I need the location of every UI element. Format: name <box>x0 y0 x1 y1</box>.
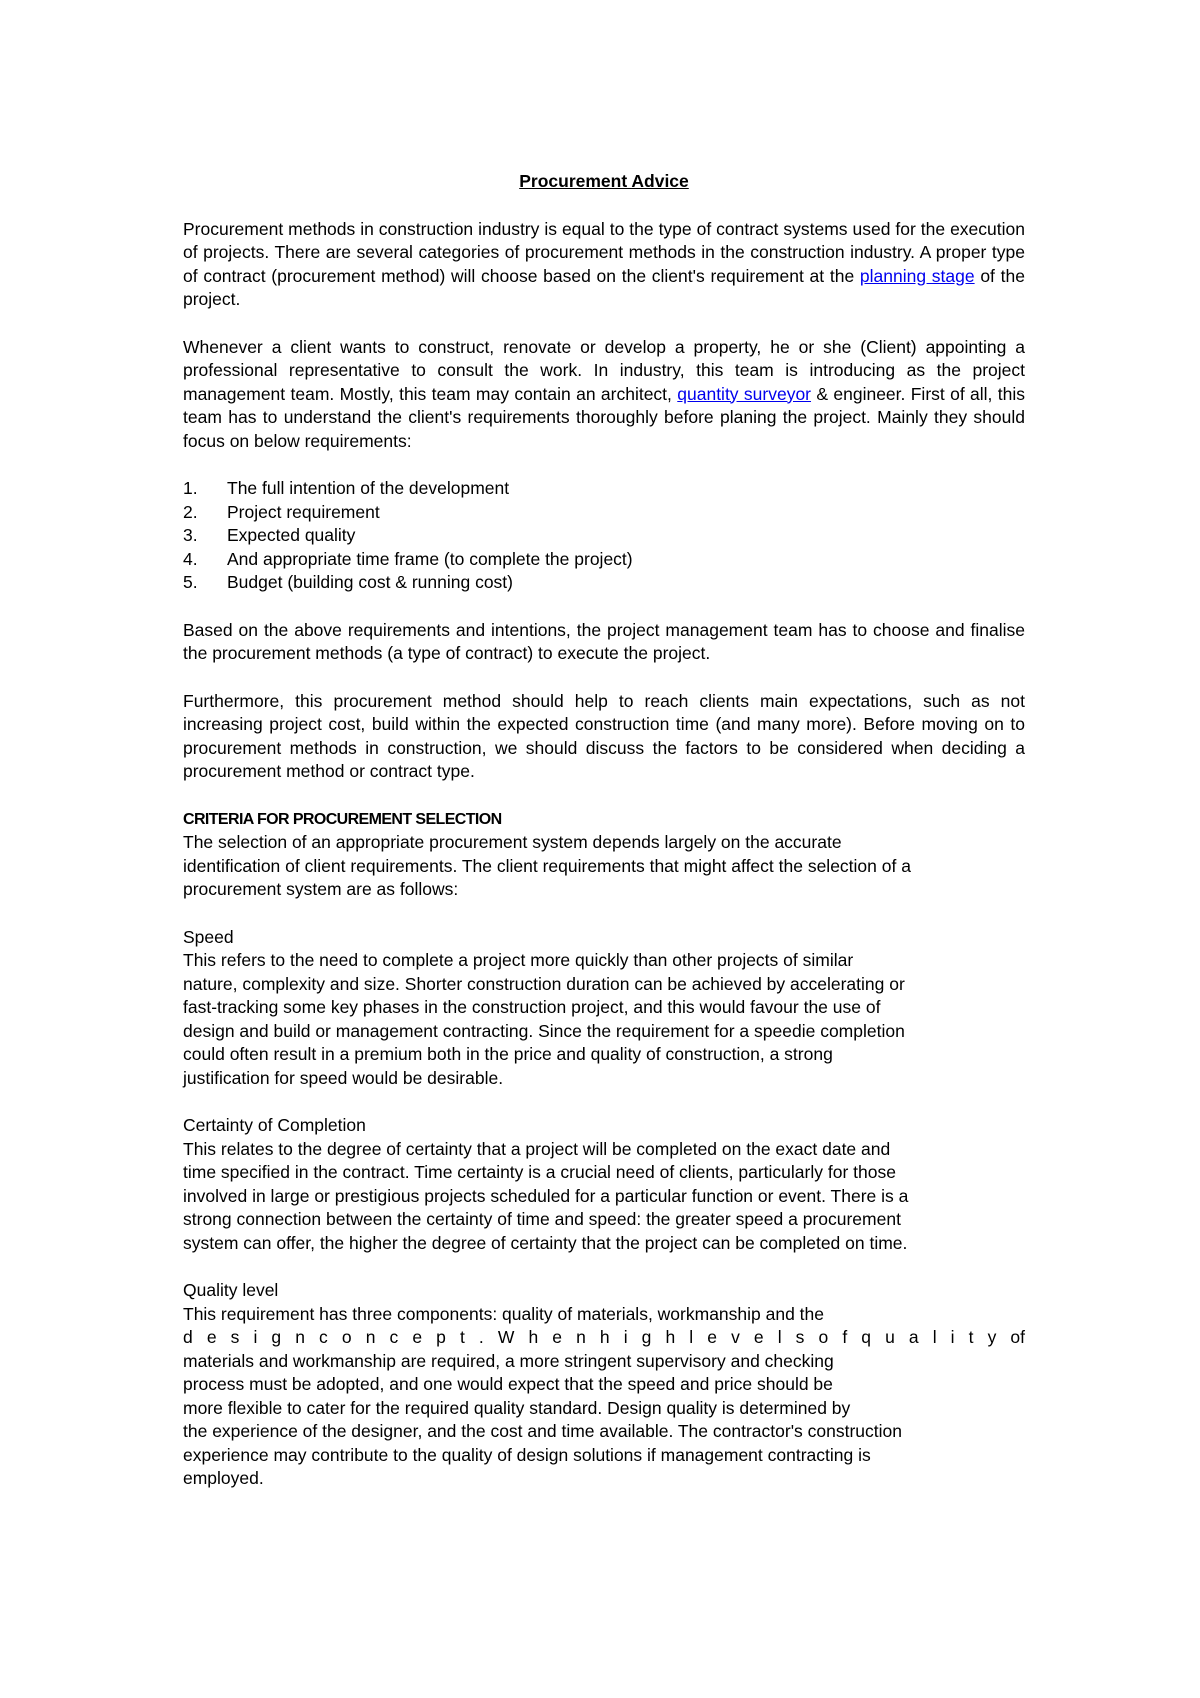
list-item <box>183 571 1025 595</box>
list-item <box>183 501 1025 525</box>
planning-stage-link[interactable]: planning stage <box>859 265 975 286</box>
document-title: Procurement Advice <box>519 171 689 191</box>
list-item-number: 3. <box>183 525 198 545</box>
list-item-text: And appropriate time frame (to complete the project) <box>227 548 633 569</box>
quality-line: process must be adopted, and one would expect that the speed and price should be <box>183 1374 833 1394</box>
criteria-line: procurement system are as follows: <box>183 879 459 899</box>
team-text-after-link: & engineer. First of all, this team has to understand the client's requirements thoroughly before planing the project. Mainly they should focus on below requirements: <box>183 383 1025 451</box>
intro-text-before-link: Procurement methods in construction industry is equal to the type of contract systems used for the execution of projects. There are several categories of procurement methods in the construction industry. A proper type of contract (procurement method) will choose based on the client's requirement at the <box>183 218 1025 286</box>
speed-line: design and build or management contracting. Since the requirement for a speedie completion <box>183 1020 905 1041</box>
criteria-line: identification of client requirements. The client requirements that might affect the selection of a <box>183 855 911 876</box>
quality-line: materials and workmanship are required, a more stringent supervisory and checking <box>183 1350 834 1371</box>
requirements-list <box>183 477 1025 595</box>
certainty-line: This relates to the degree of certainty that a project will be completed on the exact date and <box>183 1138 891 1159</box>
speed-line: could often result in a premium both in the price and quality of construction, a strong <box>183 1044 833 1064</box>
speed-line: This refers to the need to complete a project more quickly than other projects of similar <box>183 950 854 970</box>
list-item <box>183 524 1025 548</box>
list-item-text: Expected quality <box>227 525 356 545</box>
certainty-line: strong connection between the certainty of time and speed: the greater speed a procurement <box>183 1209 901 1229</box>
quality-line: This requirement has three components: quality of materials, workmanship and the <box>183 1303 825 1324</box>
criteria-heading: CRITERIA FOR PROCUREMENT SELECTION <box>183 810 502 828</box>
document-page <box>183 170 1025 1515</box>
quality-heading: Quality level <box>183 1280 279 1300</box>
team-paragraph <box>183 336 1025 454</box>
list-item <box>183 477 1025 501</box>
speed-heading: Speed <box>183 926 234 947</box>
expectations-paragraph: Furthermore, this procurement method should help to reach clients main expectations, such as not increasing project cost, build within the expected construction time (and many more). Before moving on to procurement methods in construction, we should discuss the factors to be considered when deciding a procurement method or contract type. <box>183 690 1025 781</box>
certainty-heading: Certainty of Completion <box>183 1115 366 1135</box>
criteria-line: The selection of an appropriate procurement system depends largely on the accurate <box>183 832 842 852</box>
criteria-section <box>183 808 1025 902</box>
list-item-number: 2. <box>183 501 198 522</box>
list-item-number: 4. <box>183 548 198 569</box>
certainty-section <box>183 1114 1025 1255</box>
list-item-text: The full intention of the development <box>227 478 510 498</box>
team-text-before-link: Whenever a client wants to construct, renovate or develop a property, he or she (Client) appointing a professional representative to consult the work. In industry, this team is introducing as the project management team. Mostly, this team may contain an architect, <box>183 336 1025 404</box>
list-item-text: Project requirement <box>227 501 380 522</box>
speed-line: justification for speed would be desirable. <box>183 1067 504 1088</box>
certainty-line: involved in large or prestigious projects scheduled for a particular function or event. There is a <box>183 1185 909 1206</box>
list-item-text: Budget (building cost & running cost) <box>227 572 513 592</box>
quality-line: more flexible to cater for the required quality standard. Design quality is determined by <box>183 1397 851 1418</box>
quality-section <box>183 1279 1025 1491</box>
selection-paragraph: Based on the above requirements and intentions, the project management team has to choose and finalise the procurement methods (a type of contract) to execute the project. <box>183 619 1025 663</box>
list-item <box>183 548 1025 572</box>
intro-paragraph <box>183 218 1025 312</box>
quality-line: the experience of the designer, and the cost and time available. The contractor's construction <box>183 1421 903 1441</box>
certainty-line: system can offer, the higher the degree of certainty that the project can be completed on time. <box>183 1232 908 1253</box>
intro-text-after-link: of the project. <box>183 265 1025 309</box>
list-item-number: 1. <box>183 478 198 498</box>
speed-section <box>183 926 1025 1091</box>
quality-line: employed. <box>183 1468 264 1488</box>
quality-line: experience may contribute to the quality of design solutions if management contracting is <box>183 1444 871 1465</box>
quantity-surveyor-link[interactable]: quantity surveyor <box>677 383 812 404</box>
quality-spaced-line: d e s i g n c o n c e p t . W h e n h i g h l e v e l s o f q u a l i t y of <box>183 1327 1025 1347</box>
certainty-line: time specified in the contract. Time certainty is a crucial need of clients, particularly for those <box>183 1162 896 1182</box>
speed-line: fast-tracking some key phases in the construction project, and this would favour the use of <box>183 997 881 1017</box>
speed-line: nature, complexity and size. Shorter construction duration can be achieved by accelerating or <box>183 973 905 994</box>
list-item-number: 5. <box>183 572 198 592</box>
